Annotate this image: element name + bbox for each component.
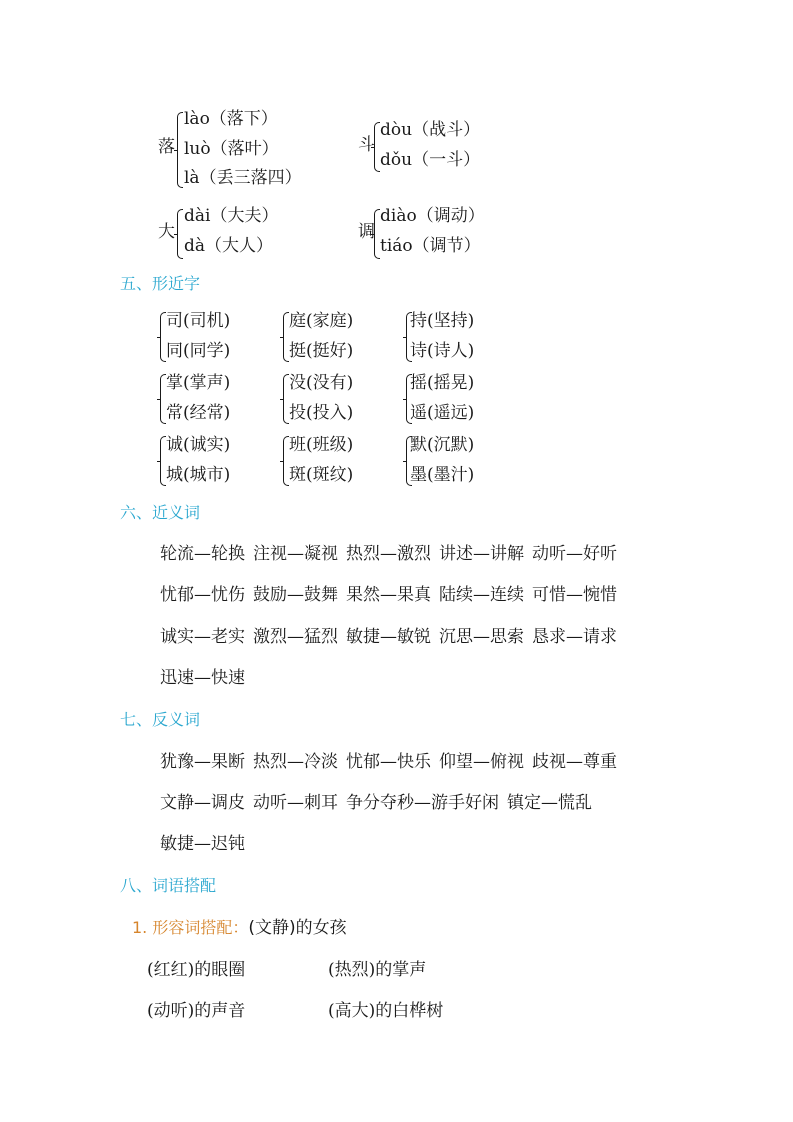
word-pair: 忧郁—忧伤 xyxy=(160,585,245,605)
word-pair: 争分夺秒—游手好闲 xyxy=(346,793,499,813)
word-pair: 仰望—俯视 xyxy=(439,752,524,772)
antonym-line xyxy=(160,752,625,772)
word-pair: 文静—调皮 xyxy=(160,793,245,813)
antonym-line xyxy=(160,834,253,854)
polyphone-char: 调 xyxy=(358,222,375,242)
word-pair: 鼓励—鼓舞 xyxy=(253,585,338,605)
word-pair: 陆续—连续 xyxy=(439,585,524,605)
polyphone-char: 落 xyxy=(158,137,175,157)
word-pair: 犹豫—果断 xyxy=(160,752,245,772)
char-pair-item: 诚(诚实) xyxy=(166,435,231,455)
brace-icon xyxy=(177,209,183,259)
char-pair-item: 默(沉默) xyxy=(410,435,475,455)
char-pair-item: 班(班级) xyxy=(289,435,354,455)
char-pair-item: 投(投入) xyxy=(289,403,354,423)
char-pair-item: 司(司机) xyxy=(166,311,231,331)
word-pair: 歧视—尊重 xyxy=(532,752,617,772)
char-pair-item: 掌(掌声) xyxy=(166,373,231,393)
polyphone-reading: là（丢三落四） xyxy=(184,168,302,188)
word-pair: 忧郁—快乐 xyxy=(346,752,431,772)
word-pair: 果然—果真 xyxy=(346,585,431,605)
polyphone-reading: lào（落下） xyxy=(184,109,278,129)
sub-label: 形容词搭配： xyxy=(152,918,249,937)
word-pair: 动听—刺耳 xyxy=(253,793,338,813)
section-heading: 七、反义词 xyxy=(120,710,201,729)
word-pair: 热烈—冷淡 xyxy=(253,752,338,772)
collocation-item: (红红)的眼圈 xyxy=(147,960,246,980)
word-pair: 敏捷—迟钝 xyxy=(160,834,245,854)
word-pair: 镇定—慌乱 xyxy=(507,793,592,813)
word-pair: 热烈—激烈 xyxy=(346,544,431,564)
char-pair-item: 墨(墨汁) xyxy=(410,465,475,485)
char-pair-item: 同(同学) xyxy=(166,341,231,361)
word-pair: 激烈—猛烈 xyxy=(253,627,338,647)
word-pair: 恳求—请求 xyxy=(532,627,617,647)
collocation-item: (动听)的声音 xyxy=(147,1001,246,1021)
synonym-line xyxy=(160,668,253,688)
word-pair: 诚实—老实 xyxy=(160,627,245,647)
polyphone-reading: luò（落叶） xyxy=(184,139,279,159)
char-pair-item: 遥(遥远) xyxy=(410,403,475,423)
synonym-line xyxy=(160,544,625,564)
word-pair: 敏捷—敏锐 xyxy=(346,627,431,647)
polyphone-char: 斗 xyxy=(358,135,375,155)
polyphone-reading: tiáo（调节） xyxy=(380,236,481,256)
polyphone-reading: dòu（战斗） xyxy=(380,120,481,140)
word-pair: 注视—凝视 xyxy=(253,544,338,564)
char-pair-item: 诗(诗人) xyxy=(410,341,475,361)
char-pair-item: 挺(挺好) xyxy=(289,341,354,361)
char-pair-item: 摇(摇晃) xyxy=(410,373,475,393)
char-pair-item: 持(坚持) xyxy=(410,311,475,331)
char-pair-item: 斑(斑纹) xyxy=(289,465,354,485)
section-heading: 六、近义词 xyxy=(120,503,201,522)
word-pair: 轮流—轮换 xyxy=(160,544,245,564)
antonym-line xyxy=(160,793,600,813)
char-pair-item: 庭(家庭) xyxy=(289,311,354,331)
polyphone-reading: dài（大夫） xyxy=(184,206,279,226)
synonym-line xyxy=(160,585,625,605)
word-pair: 动听—好听 xyxy=(532,544,617,564)
word-pair: 可惜—惋惜 xyxy=(532,585,617,605)
polyphone-reading: dà（大人） xyxy=(184,236,274,256)
collocation-item: (高大)的白桦树 xyxy=(328,1001,444,1021)
collocation-item: (热烈)的掌声 xyxy=(328,960,427,980)
synonym-line xyxy=(160,627,625,647)
word-pair: 讲述—讲解 xyxy=(439,544,524,564)
word-pair: 迅速—快速 xyxy=(160,668,245,688)
section-heading: 五、形近字 xyxy=(120,274,201,293)
collocation-subheading xyxy=(132,918,347,938)
brace-icon xyxy=(177,112,183,188)
polyphone-reading: diào（调动） xyxy=(380,206,485,226)
char-pair-item: 没(没有) xyxy=(289,373,354,393)
char-pair-item: 常(经常) xyxy=(166,403,231,423)
polyphone-char: 大 xyxy=(158,222,175,242)
char-pair-item: 城(城市) xyxy=(166,465,231,485)
section-heading: 八、词语搭配 xyxy=(120,876,217,895)
word-pair: 沉思—思索 xyxy=(439,627,524,647)
sub-number: 1. xyxy=(132,918,148,937)
sub-example: (文静)的女孩 xyxy=(248,918,347,938)
polyphone-reading: dǒu（一斗） xyxy=(380,150,481,170)
